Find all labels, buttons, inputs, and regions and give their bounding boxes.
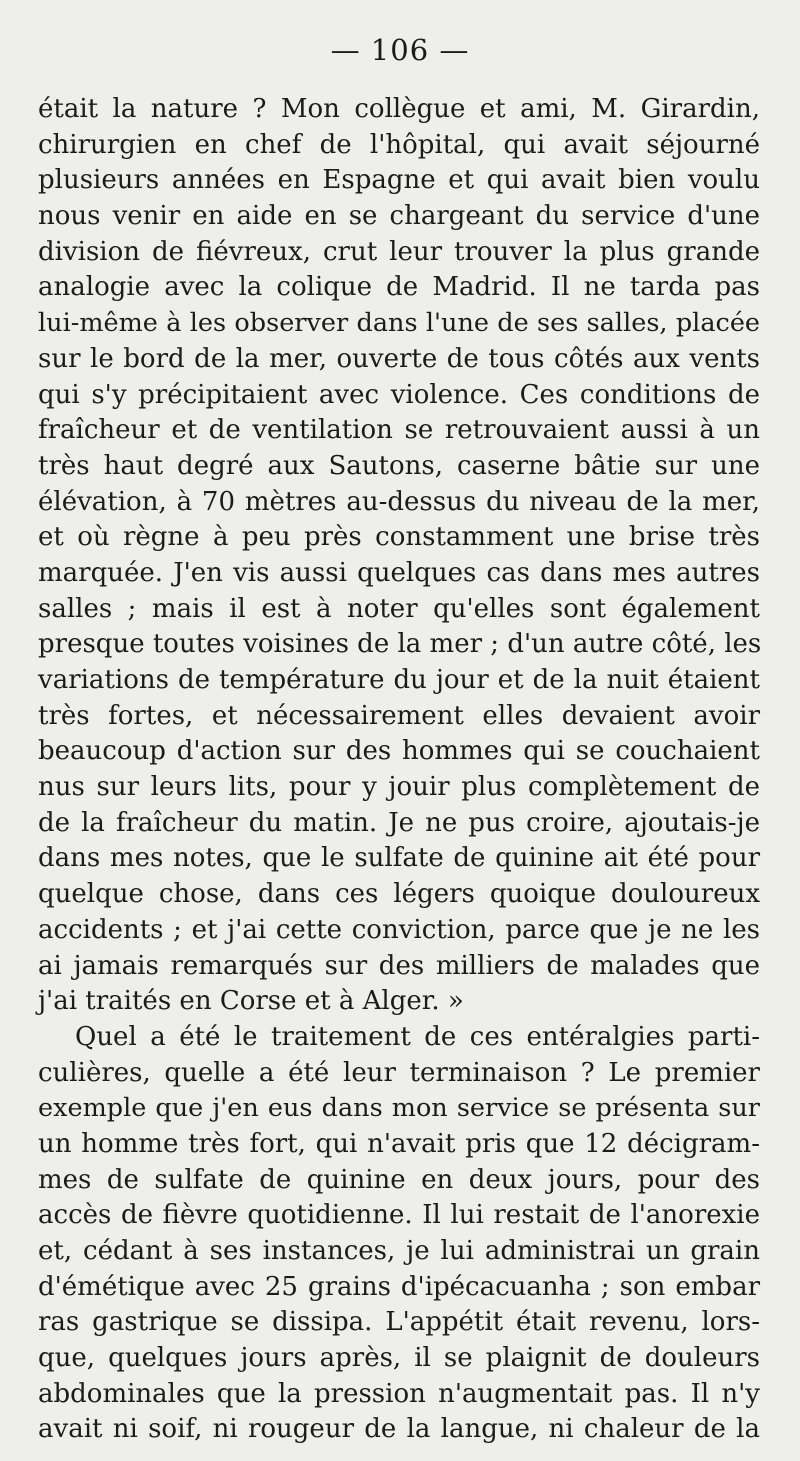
text-line: beaucoup d'action sur des hommes qui se couchaient [38,736,760,767]
text-line: variations de température du jour et de la nuit étaient [38,665,760,695]
text-line: était la nature ? Mon collègue et ami, M. Girardin, [38,94,760,124]
text-line: sur le bord de la mer, ouverte de tous côtés aux vents [38,343,760,374]
text-line: ras gastrique se dissipa. L'appétit était revenu, lors- [38,1307,760,1338]
text-line: un homme très fort, qui n'avait pris que 12 décigram- [38,1128,760,1159]
text-line: quelque chose, dans ces légers quoique douloureux [38,879,760,910]
text-line: exemple que j'en eus dans mon service se présenta sur [38,1093,760,1124]
text-line: que, quelques jours après, il se plaignit de douleurs [38,1343,760,1374]
text-line: culières, quelle a été leur terminaison ? Le premier [38,1057,760,1088]
body-text [38,92,760,1448]
text-line: analogie avec la colique de Madrid. Il ne tarda pas [38,272,760,303]
text-line: et, cédant à ses instances, je lui administrai un grain [38,1236,760,1266]
text-line: de la fraîcheur du matin. Je ne pus croire, ajoutais-je [38,807,760,838]
text-line: avait ni soif, ni rougeur de la langue, ni chaleur de la [38,1414,760,1445]
text-line: chirurgien en chef de l'hôpital, qui avait séjourné [38,129,760,160]
text-line: très haut degré aux Sautons, caserne bâtie sur une [38,450,760,481]
text-line: lui-même à les observer dans l'une de ses salles, placée [38,308,760,339]
text-line: nous venir en aide en se chargeant du service d'une [38,201,760,232]
text-line: accidents ; et j'ai cette conviction, parce que je ne les [38,914,760,945]
text-line: nus sur leurs lits, pour y jouir plus complètement de [38,772,760,803]
text-line: élévation, à 70 mètres au-dessus du niveau de la mer, [38,486,760,517]
text-line: accès de fièvre quotidienne. Il lui restait de l'anorexie [38,1200,760,1231]
text-line: et où règne à peu près constamment une brise très [38,522,760,553]
text-line: presque toutes voisines de la mer ; d'un autre côté, les [38,629,762,660]
text-line: marquée. J'en vis aussi quelques cas dans mes autres [38,557,760,588]
text-line: mes de sulfate de quinine en deux jours, pour des [38,1164,760,1195]
text-line: j'ai traités en Corse et à Alger. » [38,986,464,1017]
text-line: d'émétique avec 25 grains d'ipécacuanha ; son embar [38,1271,760,1302]
text-line: très fortes, et nécessairement elles devaient avoir [38,700,760,731]
text-line: division de fiévreux, crut leur trouver la plus grande [38,236,760,267]
text-line: dans mes notes, que le sulfate de quinine ait été pour [38,843,760,874]
text-line: Quel a été le traitement de ces entéralgies parti- [75,1021,760,1052]
text-line: abdominales que la pression n'augmentait pas. Il n'y [38,1378,760,1409]
text-line: qui s'y précipitaient avec violence. Ces conditions de [38,379,760,410]
text-line: salles ; mais il est à noter qu'elles sont également [38,593,760,624]
text-line: plusieurs années en Espagne et qui avait bien voulu [38,165,760,196]
page-number: — 106 — [330,33,470,67]
text-line: fraîcheur et de ventilation se retrouvaient aussi à un [38,415,760,446]
text-line: ai jamais remarqués sur des milliers de malades que [38,950,760,981]
